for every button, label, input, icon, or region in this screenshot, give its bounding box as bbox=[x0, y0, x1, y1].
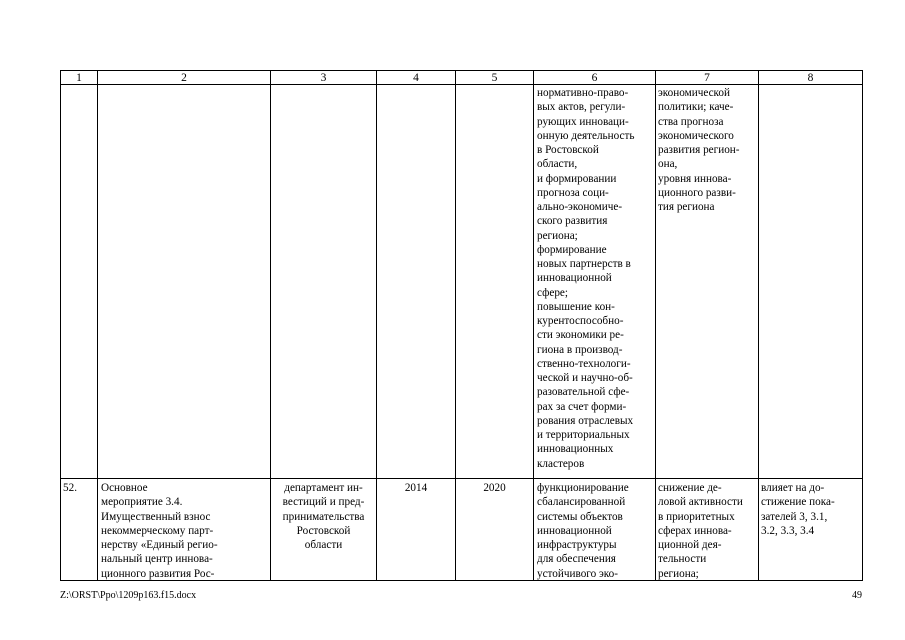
row-52-start-year: 2014 bbox=[404, 482, 428, 494]
column-header-3: 3 bbox=[320, 72, 327, 84]
column-header-5: 5 bbox=[491, 72, 498, 84]
row-52-executor: департамент ин- вестиций и пред- принимательства Ростовской области bbox=[282, 482, 365, 551]
row-52-number: 52. bbox=[63, 482, 77, 494]
row-52-end-year: 2020 bbox=[483, 482, 506, 494]
continuation-expected-result: нормативно-право- вых актов, регули- рующих инноваци- онную деятельность в Ростовской области, и формировании прогноза соци- ально-экономиче- ского развития региона; формирование новых партнерств в инновационной сфере; повышение кон- курентоспособно- сти экономики ре- гиона в производ- ственно-технологи- ческой и научно-об- разовательной сфе- рах за счет форми- рования отраслевых и территориальных инновационных кластеров bbox=[537, 87, 635, 470]
column-header-4: 4 bbox=[413, 72, 419, 84]
row-52-consequences: снижение де- ловой активности в приоритетных сферах иннова- ционной дея- тельности региона; bbox=[658, 482, 743, 580]
column-header-1: 1 bbox=[76, 72, 82, 84]
row-52-expected-result: функционирование сбалансированной системы объектов инновационной инфраструктуры для обеспечения устойчивого эко- bbox=[537, 482, 629, 580]
continuation-consequences: экономической политики; каче- ства прогноза экономического развития регион- она, уровня иннова- ционного разви- тия региона bbox=[658, 87, 740, 213]
row-52-indicator-link: влияет на до- стижение пока- зателей 3, 3.1, 3.2, 3.3, 3.4 bbox=[761, 482, 835, 537]
footer-file-path: Z:\ORST\Ppo\1209p163.f15.docx bbox=[60, 590, 197, 601]
column-header-2: 2 bbox=[181, 72, 187, 84]
column-header-8: 8 bbox=[807, 72, 814, 84]
page-number: 49 bbox=[852, 590, 862, 601]
column-header-7: 7 bbox=[704, 72, 710, 84]
column-header-6: 6 bbox=[591, 72, 598, 84]
row-52-activity: Основное мероприятие 3.4. Имущественный взнос некоммерческому парт- нерству «Единый регио- нальный центр иннова- ционного развития Рос- bbox=[101, 482, 218, 580]
